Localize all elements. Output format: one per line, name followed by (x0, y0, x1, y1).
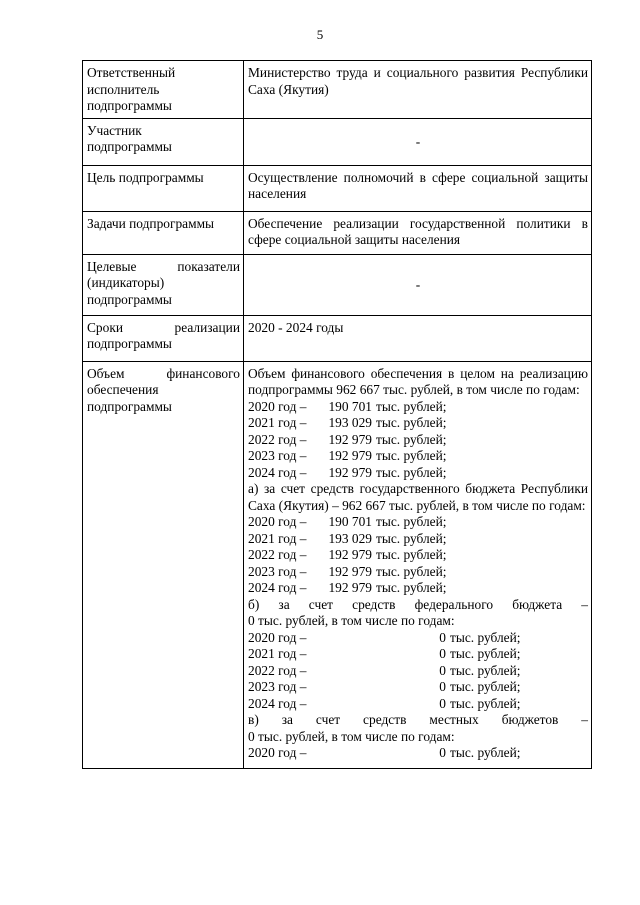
funding-b-text-2: 0 тыс. рублей, в том числе по годам: (248, 613, 455, 628)
funding-year-line (248, 745, 588, 762)
funding-year-line (248, 679, 588, 696)
row-label: Ответственный исполнитель подпрограммы (83, 61, 244, 119)
funding-unit: тыс. рублей; (450, 679, 521, 694)
row-value: 2020 - 2024 годы (244, 315, 592, 361)
funding-unit: тыс. рублей; (376, 431, 447, 447)
funding-amount: 192 979 (328, 547, 372, 562)
table-row (83, 211, 592, 254)
funding-year-line (248, 663, 588, 680)
funding-year: 2021 год – (248, 530, 307, 546)
row-value: Министерство труда и социального развития Республики Саха (Якутия) (244, 61, 592, 119)
funding-year-line (248, 465, 588, 482)
funding-year: 2021 год – (248, 646, 307, 661)
funding-unit: тыс. рублей; (376, 563, 447, 579)
funding-amount: 190 701 (328, 398, 372, 414)
funding-unit: тыс. рублей; (376, 464, 447, 480)
funding-a-text: а) за счет средств государственного бюджета Республики Саха (Якутия) – 962 667 тыс. рублей, в том числе по годам: (248, 481, 588, 513)
funding-year: 2024 год – (248, 580, 307, 595)
funding-amount: 193 029 (328, 530, 372, 546)
funding-c-text: в) за счет средств местных бюджетов – (248, 712, 588, 727)
table-row (83, 361, 592, 768)
funding-b-years (248, 630, 588, 713)
funding-year-line (248, 432, 588, 449)
table-row (83, 61, 592, 119)
funding-unit: тыс. рублей; (376, 547, 447, 562)
row-label: Сроки реализации подпрограммы (83, 315, 244, 361)
funding-unit: тыс. рублей; (376, 415, 447, 430)
funding-amount: 0 (439, 695, 446, 711)
funding-year: 2022 год – (248, 431, 307, 447)
funding-year: 2022 год – (248, 547, 307, 562)
funding-year-line (248, 415, 588, 432)
funding-amount: 0 (439, 629, 446, 645)
row-value: Осуществление полномочий в сфере социальной защиты населения (244, 165, 592, 211)
funding-year-line (248, 646, 588, 663)
funding-total-years (248, 399, 588, 482)
funding-amount: 0 (439, 745, 446, 760)
funding-intro: Объем финансового обеспечения в целом на реализацию подпрограммы 962 667 тыс. рублей, в том числе по годам: (248, 365, 588, 397)
funding-year-line (248, 514, 588, 531)
funding-year-line (248, 531, 588, 548)
funding-unit: тыс. рублей; (376, 514, 447, 529)
page-number: 5 (316, 27, 324, 42)
row-value: Обеспечение реализации государственной политики в сфере социальной защиты населения (244, 211, 592, 254)
funding-year: 2023 год – (248, 679, 307, 694)
funding-unit: тыс. рублей; (450, 745, 521, 760)
funding-unit: тыс. рублей; (450, 646, 521, 661)
funding-year: 2022 год – (248, 662, 307, 678)
funding-year-line (248, 547, 588, 564)
funding-c-years (248, 745, 588, 762)
funding-unit: тыс. рублей; (376, 398, 447, 414)
funding-amount: 192 979 (328, 448, 372, 463)
funding-unit: тыс. рублей; (376, 580, 447, 595)
funding-year: 2023 год – (248, 448, 307, 463)
row-label: Участник подпрограммы (83, 118, 244, 165)
subprogram-passport-table (82, 60, 592, 769)
funding-year: 2021 год – (248, 415, 307, 430)
funding-amount: 193 029 (328, 415, 372, 430)
table-row (83, 315, 592, 361)
funding-unit: тыс. рублей; (450, 629, 521, 645)
row-label: Целевые показатели (индикаторы) подпрограммы (83, 254, 244, 315)
funding-year-line (248, 448, 588, 465)
funding-year: 2020 год – (248, 514, 307, 529)
funding-year-line (248, 399, 588, 416)
funding-amount: 0 (439, 679, 446, 694)
row-value: - (244, 254, 592, 315)
funding-amount: 192 979 (328, 580, 372, 595)
row-label: Цель подпрограммы (83, 165, 244, 211)
funding-amount: 0 (439, 646, 446, 661)
funding-year: 2023 год – (248, 563, 307, 579)
table-row (83, 118, 592, 165)
funding-b-text: б) за счет средств федерального бюджета – (248, 596, 588, 612)
funding-a-years (248, 514, 588, 597)
funding-year-line (248, 696, 588, 713)
funding-unit: тыс. рублей; (450, 695, 521, 711)
funding-unit: тыс. рублей; (376, 448, 447, 463)
funding-year-line (248, 580, 588, 597)
funding-details (244, 361, 592, 768)
table-row (83, 165, 592, 211)
funding-year: 2020 год – (248, 398, 307, 414)
funding-amount: 192 979 (328, 563, 372, 579)
table-row (83, 254, 592, 315)
funding-year-line (248, 630, 588, 647)
row-label: Задачи подпрограммы (83, 211, 244, 254)
funding-year: 2024 год – (248, 695, 307, 711)
funding-year: 2024 год – (248, 464, 307, 480)
funding-amount: 192 979 (328, 431, 372, 447)
funding-unit: тыс. рублей; (450, 662, 521, 678)
funding-year-line (248, 564, 588, 581)
funding-year: 2020 год – (248, 745, 307, 760)
funding-amount: 190 701 (328, 514, 372, 529)
row-value: - (244, 118, 592, 165)
funding-amount: 192 979 (328, 464, 372, 480)
funding-unit: тыс. рублей; (376, 530, 447, 546)
funding-c-text-2: 0 тыс. рублей, в том числе по годам: (248, 728, 455, 744)
funding-amount: 0 (439, 662, 446, 678)
row-label: Объем финансового обеспечения подпрограммы (83, 361, 244, 768)
funding-year: 2020 год – (248, 629, 307, 645)
